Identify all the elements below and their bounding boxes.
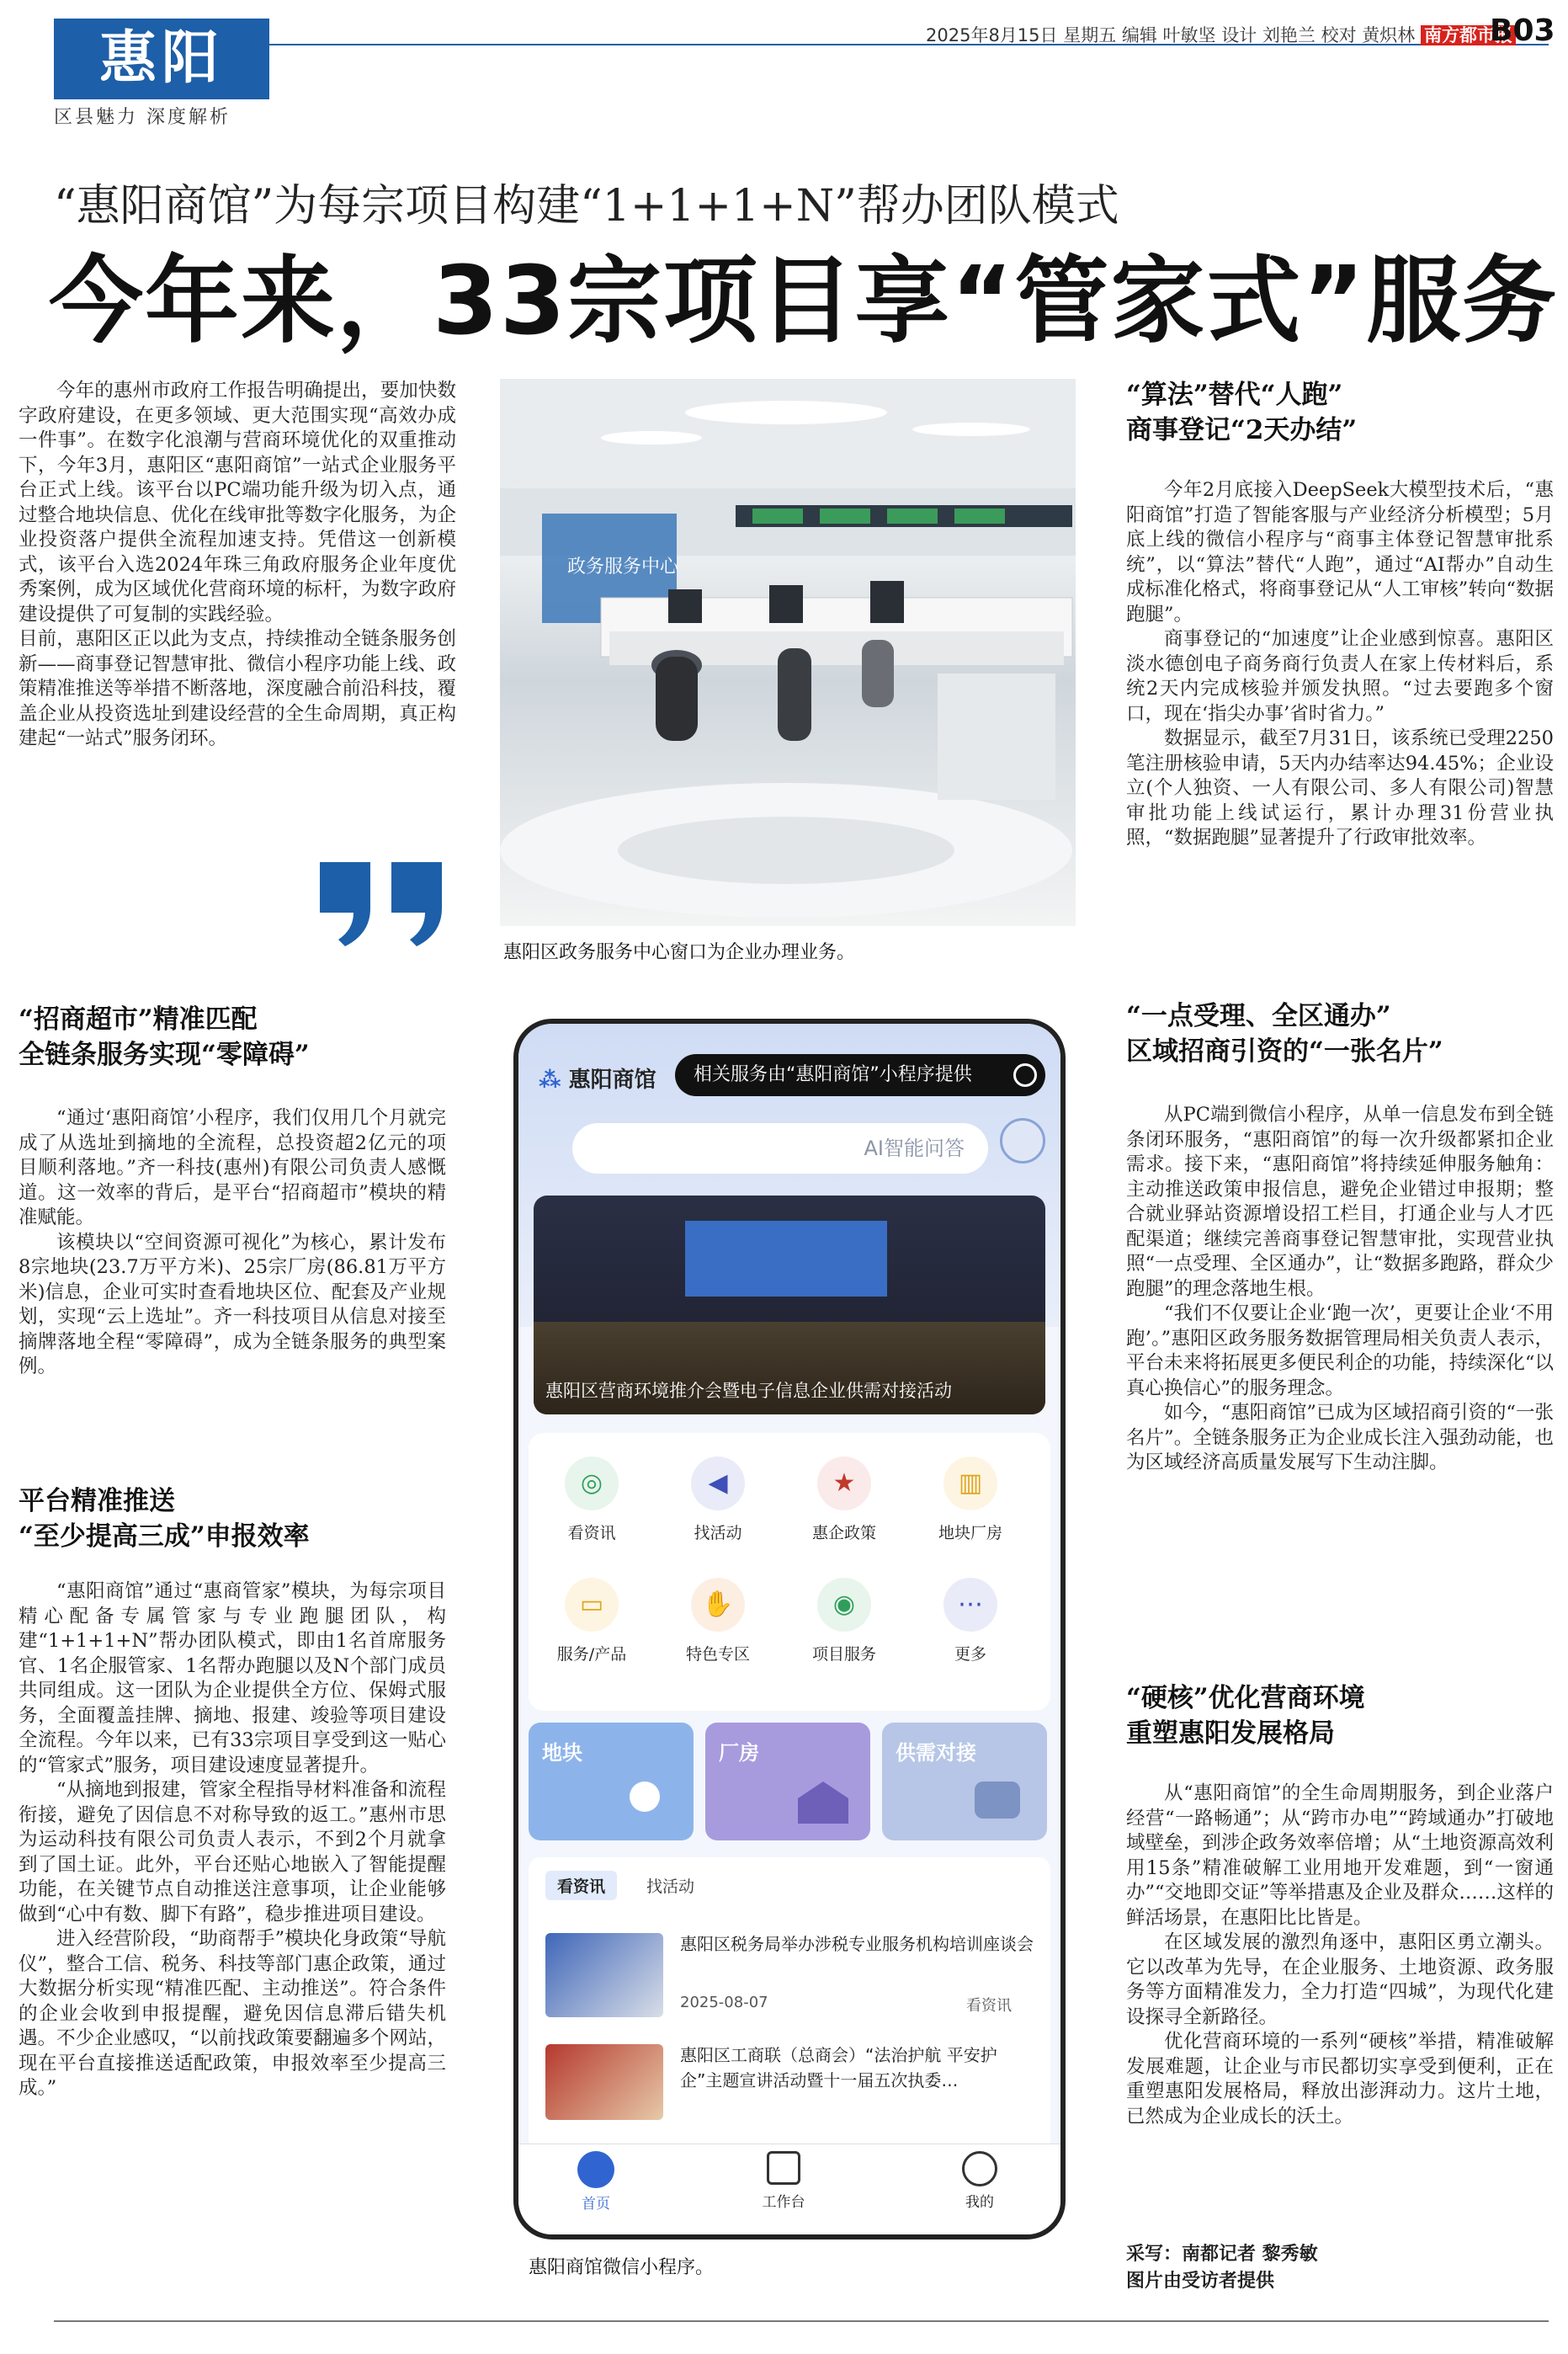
credits: [1126, 2241, 1318, 2295]
grid-label: 特色专区: [685, 1645, 750, 1664]
section4-heading-line2: 区域招商引资的“一张名片”: [1126, 1036, 1443, 1067]
section1-text: [19, 1106, 446, 1380]
news-title[interactable]: 惠阳区工商联（总商会）“法治护航 平安护企”主题宣讲活动暨十一届五次执委…: [680, 2045, 997, 2090]
section4-paragraph: “我们不仅要让企业‘跑一次’，更要让企业‘不用跑’。”惠阳区政务服务数据管理局相关负责人表示，平台未来将拓展更多便民利企的功能，持续深化“以真心换信心”的服务理念。: [1126, 1302, 1554, 1399]
plug-icon: [975, 1781, 1020, 1819]
more-icon: ⋯: [943, 1578, 997, 1632]
target-icon[interactable]: [1013, 1063, 1037, 1087]
news-tag: 看资讯: [966, 1997, 1012, 2015]
intro-paragraph: 目前，惠阳区正以此为支点，持续推动全链条服务创新——商事登记智慧审批、微信小程序功能上线、政策精准推送等举措不断落地，深度融合前沿科技，覆盖企业从投资选址到建设经营的全生命周期，真正构建起“一站式”服务闭环。: [19, 628, 456, 749]
grid-item[interactable]: [545, 1578, 638, 1664]
news-date: 2025-08-07: [680, 1994, 768, 2011]
section1-heading-line1: “招商超市”精准匹配: [19, 1004, 258, 1035]
quote-mark-icon: [311, 854, 450, 946]
grid-item[interactable]: [672, 1578, 764, 1664]
nav-home-label: 首页: [582, 2196, 610, 2213]
issue-info: 2025年8月15日 星期五 编辑 叶敏坚 设计 刘艳兰 校对 黄炽林: [926, 25, 1416, 45]
search-placeholder: AI智能问答: [864, 1137, 965, 1160]
section3-paragraph: 数据显示，截至7月31日，该系统已受理2250笔注册核验申请，5天内办结率达94.45%；企业设立(个人独资、一人有限公司、多人有限公司)智慧审批功能上线试运行，累计办理31份营业执照，“数据跑腿”显著提升了行政审批效率。: [1126, 727, 1554, 849]
photo-credit: 图片由受访者提供: [1126, 2271, 1275, 2292]
intro-text: [19, 379, 456, 752]
photo2-caption: 惠阳商馆微信小程序。: [529, 2257, 715, 2278]
nav-profile-label: 我的: [965, 2194, 994, 2211]
section2-heading-line1: 平台精准推送: [19, 1486, 175, 1516]
nav-workbench[interactable]: [746, 2151, 821, 2211]
section3-paragraph: 今年2月底接入DeepSeek大模型技术后，“惠阳商馆”打造了智能客服与产业经济分析模型；5月底上线的微信小程序与“商事主体登记智慧审批系统”，以“算法”替代“人跑”，通过“AI帮办”自动生成标准化格式，将商事登记从“人工审核”转向“数据跑腿”。: [1126, 479, 1554, 626]
section1-paragraph: “通过‘惠阳商馆’小程序，我们仅用几个月就完成了从选址到摘地的全流程，总投资超2亿元的项目顺利落地。”齐一科技(惠州)有限公司负责人感慨道。这一效率的背后，是平台“招商超市”模块的精准赋能。: [19, 1107, 446, 1228]
section3-heading-line2: 商事登记“2天办结”: [1126, 415, 1358, 445]
policy-icon: ★: [817, 1457, 871, 1510]
news-title[interactable]: 惠阳区税务局举办涉税专业服务机构培训座谈会: [680, 1934, 1034, 1954]
section1-paragraph: 该模块以“空间资源可视化”为核心，累计发布8宗地块(23.7万平方米)、25宗厂房(86.81万平方米)信息，企业可实时查看地块区位、配套及产业规划，实现“云上选址”。齐一科技项目从信息对接至摘牌落地全程“零障碍”，成为全链条服务的典型案例。: [19, 1231, 446, 1377]
nav-workbench-label: 工作台: [762, 2194, 805, 2211]
workbench-icon: [767, 2151, 800, 2185]
section4-heading: [1126, 999, 1564, 1069]
nav-home[interactable]: [562, 2151, 630, 2213]
masthead-title: 惠阳: [98, 25, 224, 92]
service-hall-photo: [500, 379, 1076, 926]
nav-profile[interactable]: [946, 2151, 1013, 2211]
card-supply[interactable]: [882, 1723, 1047, 1840]
grid-label: 惠企政策: [811, 1524, 876, 1542]
section5-heading-line1: “硬核”优化营商环境: [1126, 1683, 1365, 1713]
masthead-subtitle: 区县魅力 深度解析: [54, 107, 231, 128]
photo1-caption: 惠阳区政务服务中心窗口为企业办理业务。: [503, 942, 856, 963]
section2-heading-line2: “至少提高三成”申报效率: [19, 1521, 310, 1552]
grid-item[interactable]: [545, 1457, 638, 1543]
issue-meta: [926, 22, 1516, 47]
logo-icon: ⁂: [539, 1068, 561, 1093]
card-supply-label: 供需对接: [896, 1741, 976, 1765]
home-icon: [577, 2151, 614, 2188]
project-icon: ◉: [817, 1578, 871, 1632]
grid-label: 看资讯: [567, 1524, 616, 1542]
sun-icon: [630, 1781, 660, 1812]
house-icon: [798, 1781, 848, 1824]
robot-icon[interactable]: [1000, 1118, 1045, 1164]
card-land-label: 地块: [542, 1741, 582, 1765]
card-factory-label: 厂房: [719, 1741, 759, 1765]
headline: 今年来，33宗项目享“管家式”服务: [49, 247, 1559, 356]
tab-news[interactable]: 看资讯: [545, 1871, 617, 1900]
kicker: “惠阳商馆”为每宗项目构建“1+1+1+N”帮办团队模式: [54, 181, 1119, 232]
megaphone-icon: ◀: [691, 1457, 745, 1510]
section5-heading-line2: 重塑惠阳发展格局: [1126, 1718, 1335, 1749]
grid-item[interactable]: [924, 1457, 1017, 1543]
section4-paragraph: 如今，“惠阳商馆”已成为区域招商引资的“一张名片”。全链条服务正为企业成长注入强劲动能，也为区域经济高质量发展写下生动注脚。: [1126, 1402, 1554, 1473]
phone-mockup: [513, 1019, 1066, 2239]
section4-text: [1126, 1103, 1554, 1476]
event-slide[interactable]: [534, 1196, 1045, 1414]
stage-screen: [685, 1221, 887, 1297]
card-factory[interactable]: [705, 1723, 870, 1840]
intro-paragraph: 今年的惠州市政府工作报告明确提出，要加快数字政府建设，在更多领域、更大范围实现“高效办成一件事”。在数字化浪潮与营商环境优化的双重推动下，今年3月，惠阳区“惠阳商馆”一站式企业服务平台正式上线。该平台以PC端功能升级为切入点，通过整合地块信息、优化在线审批等数字化服务，为企业投资落户提供全流程加速支持。凭借这一创新模式，该平台入选2024年珠三角政府服务企业年度优秀案例，成为区域优化营商环境的标杆，为数字政府建设提供了可复制的实践经验。: [19, 380, 456, 626]
app-logo: [539, 1062, 656, 1094]
reporter-credit: 采写：南都记者 黎秀敏: [1126, 2244, 1318, 2265]
grid-label: 更多: [954, 1645, 986, 1664]
grid-item[interactable]: [798, 1457, 890, 1543]
grid-item[interactable]: [672, 1457, 764, 1543]
section3-heading-line1: “算法”替代“人跑”: [1126, 380, 1343, 410]
section3-heading: [1126, 377, 1564, 448]
feature-grid: [529, 1433, 1050, 1711]
slide-caption: 惠阳区营商环境推介会暨电子信息企业供需对接活动: [545, 1381, 952, 1401]
section3-text: [1126, 478, 1554, 851]
paper-logo: 南方都市报: [1421, 25, 1516, 45]
profile-icon: [962, 2151, 997, 2186]
section2-heading: [19, 1483, 456, 1554]
news-thumb: [545, 2044, 663, 2120]
news-thumb: [545, 1933, 663, 2017]
section2-paragraph: “惠阳商馆”通过“惠商管家”模块，为每宗项目精心配备专属管家与专业跑腿团队，构建“1+1+1+N”帮办团队模式，即由1名首席服务官、1名企服管家、1名帮办跑腿以及N个部门成员共同组成。这一团队为企业提供全方位、保姆式服务，全面覆盖挂牌、摘地、报建、竣验等项目建设全流程。今年以来，已有33宗项目享受到这一贴心的“管家式”服务，项目建设速度显著提升。: [19, 1580, 446, 1776]
service-banner-text: 相关服务由“惠阳商馆”小程序提供: [694, 1064, 972, 1085]
service-icon: ▭: [565, 1578, 619, 1632]
service-hall-illustration: [500, 379, 1076, 926]
page-number: B03: [1490, 13, 1555, 48]
section3-paragraph: 商事登记的“加速度”让企业感到惊喜。惠阳区淡水德创电子商务商行负责人在家上传材料后，系统2天内完成核验并颁发执照。“过去要跑多个窗口，现在‘指尖办事’省时省力。”: [1126, 628, 1554, 725]
card-land[interactable]: [529, 1723, 694, 1840]
section1-heading: [19, 1002, 456, 1073]
section4-paragraph: 从PC端到微信小程序，从单一信息发布到全链条闭环服务，“惠阳商馆”的每一次升级都紧扣企业需求。接下来，“惠阳商馆”将持续延伸服务触角：主动推送政策申报信息，避免企业错过申报期；整合就业驿站资源增设招工栏目，打通企业与人才匹配渠道；继续完善商事登记智慧审批，实现营业执照“一点受理、全区通办”，让“数据多跑路，群众少跑腿”的理念落地生根。: [1126, 1104, 1554, 1300]
grid-label: 项目服务: [811, 1645, 876, 1664]
grid-label: 找活动: [694, 1524, 742, 1542]
building-icon: ▥: [943, 1457, 997, 1510]
grid-item[interactable]: [798, 1578, 890, 1664]
section5-paragraph: 在区域发展的激烈角逐中，惠阳区勇立潮头。它以改革为先导，在企业服务、土地资源、政务服务等方面精准发力，全力打造“四城”，为现代化建设探寻全新路径。: [1126, 1931, 1554, 2028]
section5-paragraph: 从“惠阳商馆”的全生命周期服务，到企业落户经营“一路畅通”；从“跨市办电”“跨域通办”打破地域壁垒，到涉企政务效率倍增；从“土地资源高效利用15条”精准破解工业用地开发难题，到“一窗通办”“交地即交证”等举措惠及企业及群众……这样的鲜活场景，在惠阳比比皆是。: [1126, 1782, 1554, 1929]
bottom-rule: [54, 2320, 1549, 2322]
section5-heading: [1126, 1680, 1564, 1751]
ai-search-input[interactable]: [572, 1123, 988, 1174]
section1-heading-line2: 全链条服务实现“零障碍”: [19, 1040, 310, 1070]
masthead: [54, 19, 269, 99]
service-banner[interactable]: [675, 1054, 1045, 1096]
handshake-icon: ✋: [691, 1578, 745, 1632]
tab-events[interactable]: 找活动: [646, 1877, 695, 1896]
grid-label: 服务/产品: [556, 1645, 627, 1664]
section5-paragraph: 优化营商环境的一系列“硬核”举措，精准破解发展难题，让企业与市民都切实享受到便利，正在重塑惠阳发展格局，释放出澎湃动力。这片土地，已然成为企业成长的沃土。: [1126, 2031, 1554, 2128]
section4-heading-line1: “一点受理、全区通办”: [1126, 1001, 1391, 1031]
section5-text: [1126, 1781, 1554, 2129]
section2-paragraph: 进入经营阶段，“助商帮手”模块化身政策“导航仪”，整合工信、税务、科技等部门惠企政策，通过大数据分析实现“精准匹配、主动推送”。符合条件的企业会收到申报提醒，避免因信息滞后错失机遇。不少企业感叹，“以前找政策要翻遍多个网站，现在平台直接推送适配政策，申报效率至少提高三成。”: [19, 1928, 446, 2099]
hall-sign: 政务服务中心: [567, 557, 679, 578]
section2-paragraph: “从摘地到报建，管家全程指导材料准备和流程衔接，避免了因信息不对称导致的返工。”惠州市思为运动科技有限公司负责人表示，不到2个月就拿到了国土证。此外，平台还贴心地嵌入了智能提醒功能，在关键节点自动推送注意事项，让企业能够做到“心中有数、脚下有路”，稳步推进项目建设。: [19, 1779, 446, 1925]
app-logo-text: 惠阳商馆: [568, 1068, 656, 1093]
grid-item[interactable]: [924, 1578, 1017, 1664]
section2-text: [19, 1579, 446, 2101]
news-icon: ◎: [565, 1457, 619, 1510]
bottom-nav: [518, 2144, 1060, 2236]
grid-label: 地块厂房: [938, 1524, 1002, 1542]
